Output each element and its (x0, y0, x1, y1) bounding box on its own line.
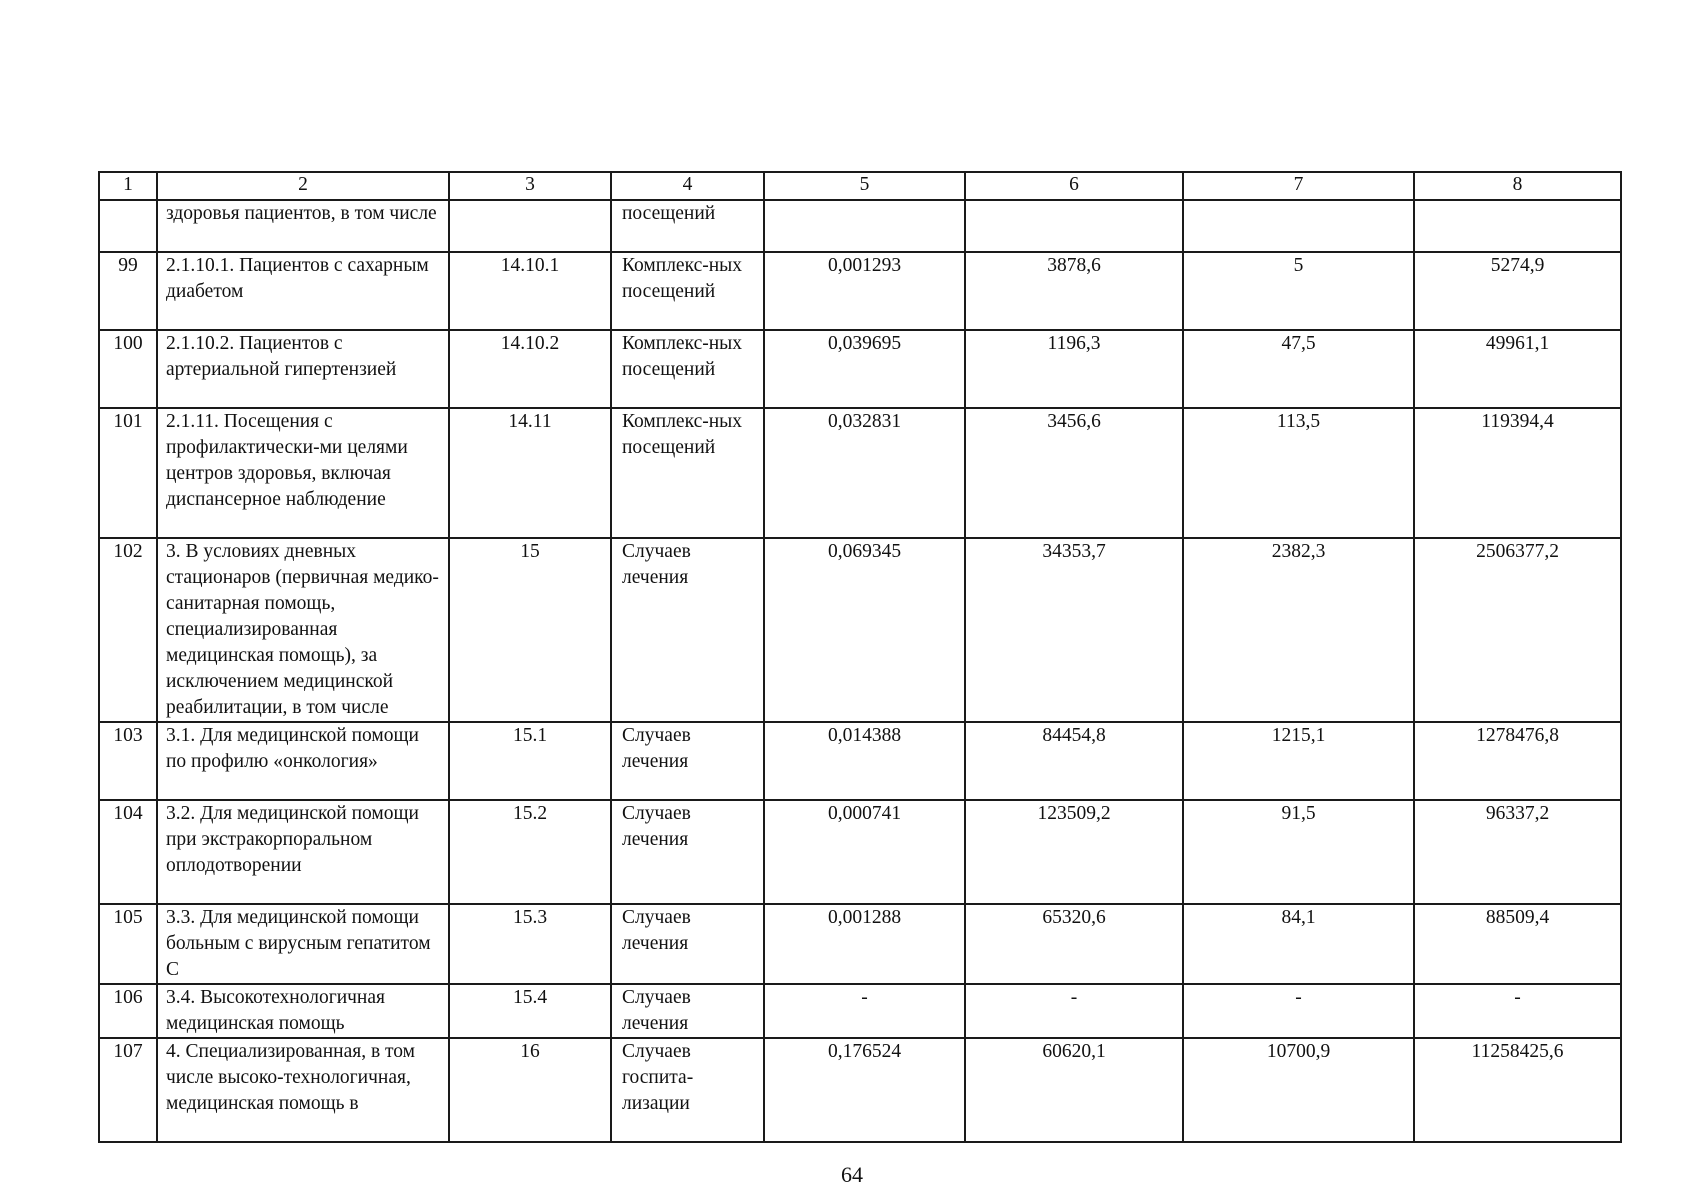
table-row (99, 200, 1621, 252)
indicator-name: 3.2. Для медицинской помощи при экстракорпоральном оплодотворении (157, 800, 449, 904)
value-col-6: 34353,7 (965, 538, 1183, 722)
header-cell-8: 8 (1414, 172, 1621, 200)
indicator-code: 15 (449, 538, 611, 722)
page-number: 64 (841, 1162, 863, 1187)
value-col-6: 3456,6 (965, 408, 1183, 538)
row-number: 105 (99, 904, 157, 984)
indicator-name: 2.1.11. Посещения с профилактически-ми целями центров здоровья, включая диспансерное наблюдение (157, 408, 449, 538)
value-col-7: 84,1 (1183, 904, 1414, 984)
table-row (99, 800, 1621, 904)
value-col-6: 65320,6 (965, 904, 1183, 984)
unit-of-measure: Случаев лечения (611, 984, 764, 1038)
unit-of-measure: Комплекс-ных посещений (611, 330, 764, 408)
header-cell-6: 6 (965, 172, 1183, 200)
value-col-5: 0,039695 (764, 330, 965, 408)
header-cell-1: 1 (99, 172, 157, 200)
unit-of-measure: Случаев лечения (611, 904, 764, 984)
indicator-name: 3.1. Для медицинской помощи по профилю «онкология» (157, 722, 449, 800)
unit-of-measure: Комплекс-ных посещений (611, 408, 764, 538)
indicator-code: 15.1 (449, 722, 611, 800)
table-row (99, 722, 1621, 800)
value-col-6: 60620,1 (965, 1038, 1183, 1142)
row-number: 100 (99, 330, 157, 408)
value-col-6: 1196,3 (965, 330, 1183, 408)
data-table (98, 171, 1622, 1143)
value-col-5: 0,032831 (764, 408, 965, 538)
value-col-5: 0,014388 (764, 722, 965, 800)
unit-of-measure: посещений (611, 200, 764, 252)
value-col-8: 2506377,2 (1414, 538, 1621, 722)
table-row (99, 330, 1621, 408)
indicator-code: 15.2 (449, 800, 611, 904)
row-number: 107 (99, 1038, 157, 1142)
indicator-code: 15.3 (449, 904, 611, 984)
value-col-6: - (965, 984, 1183, 1038)
unit-of-measure: Случаев лечения (611, 538, 764, 722)
value-col-5: 0,001288 (764, 904, 965, 984)
indicator-name: здоровья пациентов, в том числе (157, 200, 449, 252)
table-row (99, 1038, 1621, 1142)
unit-of-measure: Случаев госпита-лизации (611, 1038, 764, 1142)
indicator-code: 14.10.1 (449, 252, 611, 330)
indicator-code: 16 (449, 1038, 611, 1142)
value-col-7: 113,5 (1183, 408, 1414, 538)
row-number: 102 (99, 538, 157, 722)
value-col-8: 49961,1 (1414, 330, 1621, 408)
value-col-7: 5 (1183, 252, 1414, 330)
value-col-7: 1215,1 (1183, 722, 1414, 800)
value-col-6: 3878,6 (965, 252, 1183, 330)
indicator-name: 3. В условиях дневных стационаров (первичная медико-санитарная помощь, специализированная медицинская помощь), за исключением медицинской реабилитации, в том числе (157, 538, 449, 722)
table-row (99, 538, 1621, 722)
indicator-name: 4. Специализированная, в том числе высоко-технологичная, медицинская помощь в (157, 1038, 449, 1142)
value-col-7: 2382,3 (1183, 538, 1414, 722)
indicator-name: 2.1.10.2. Пациентов с артериальной гипертензией (157, 330, 449, 408)
value-col-6 (965, 200, 1183, 252)
value-col-8: - (1414, 984, 1621, 1038)
header-cell-4: 4 (611, 172, 764, 200)
value-col-7: 91,5 (1183, 800, 1414, 904)
indicator-code: 14.11 (449, 408, 611, 538)
value-col-5: 0,176524 (764, 1038, 965, 1142)
value-col-7: - (1183, 984, 1414, 1038)
value-col-8: 96337,2 (1414, 800, 1621, 904)
value-col-6: 123509,2 (965, 800, 1183, 904)
unit-of-measure: Комплекс-ных посещений (611, 252, 764, 330)
table-row (99, 904, 1621, 984)
header-cell-2: 2 (157, 172, 449, 200)
row-number (99, 200, 157, 252)
indicator-code (449, 200, 611, 252)
table-row (99, 408, 1621, 538)
row-number: 99 (99, 252, 157, 330)
header-cell-3: 3 (449, 172, 611, 200)
value-col-7: 47,5 (1183, 330, 1414, 408)
unit-of-measure: Случаев лечения (611, 800, 764, 904)
value-col-5: 0,000741 (764, 800, 965, 904)
row-number: 106 (99, 984, 157, 1038)
indicator-name: 3.4. Высокотехнологичная медицинская помощь (157, 984, 449, 1038)
value-col-5 (764, 200, 965, 252)
table-row (99, 984, 1621, 1038)
row-number: 101 (99, 408, 157, 538)
table-row (99, 252, 1621, 330)
value-col-8 (1414, 200, 1621, 252)
value-col-5: 0,069345 (764, 538, 965, 722)
row-number: 103 (99, 722, 157, 800)
value-col-8: 11258425,6 (1414, 1038, 1621, 1142)
table-body (99, 200, 1621, 1142)
row-number: 104 (99, 800, 157, 904)
value-col-5: 0,001293 (764, 252, 965, 330)
value-col-8: 88509,4 (1414, 904, 1621, 984)
indicator-code: 15.4 (449, 984, 611, 1038)
value-col-7 (1183, 200, 1414, 252)
value-col-6: 84454,8 (965, 722, 1183, 800)
header-row (99, 172, 1621, 200)
value-col-8: 1278476,8 (1414, 722, 1621, 800)
indicator-code: 14.10.2 (449, 330, 611, 408)
indicator-name: 3.3. Для медицинской помощи больным с вирусным гепатитом С (157, 904, 449, 984)
value-col-5: - (764, 984, 965, 1038)
value-col-8: 5274,9 (1414, 252, 1621, 330)
header-cell-5: 5 (764, 172, 965, 200)
unit-of-measure: Случаев лечения (611, 722, 764, 800)
header-cell-7: 7 (1183, 172, 1414, 200)
value-col-8: 119394,4 (1414, 408, 1621, 538)
value-col-7: 10700,9 (1183, 1038, 1414, 1142)
indicator-name: 2.1.10.1. Пациентов с сахарным диабетом (157, 252, 449, 330)
